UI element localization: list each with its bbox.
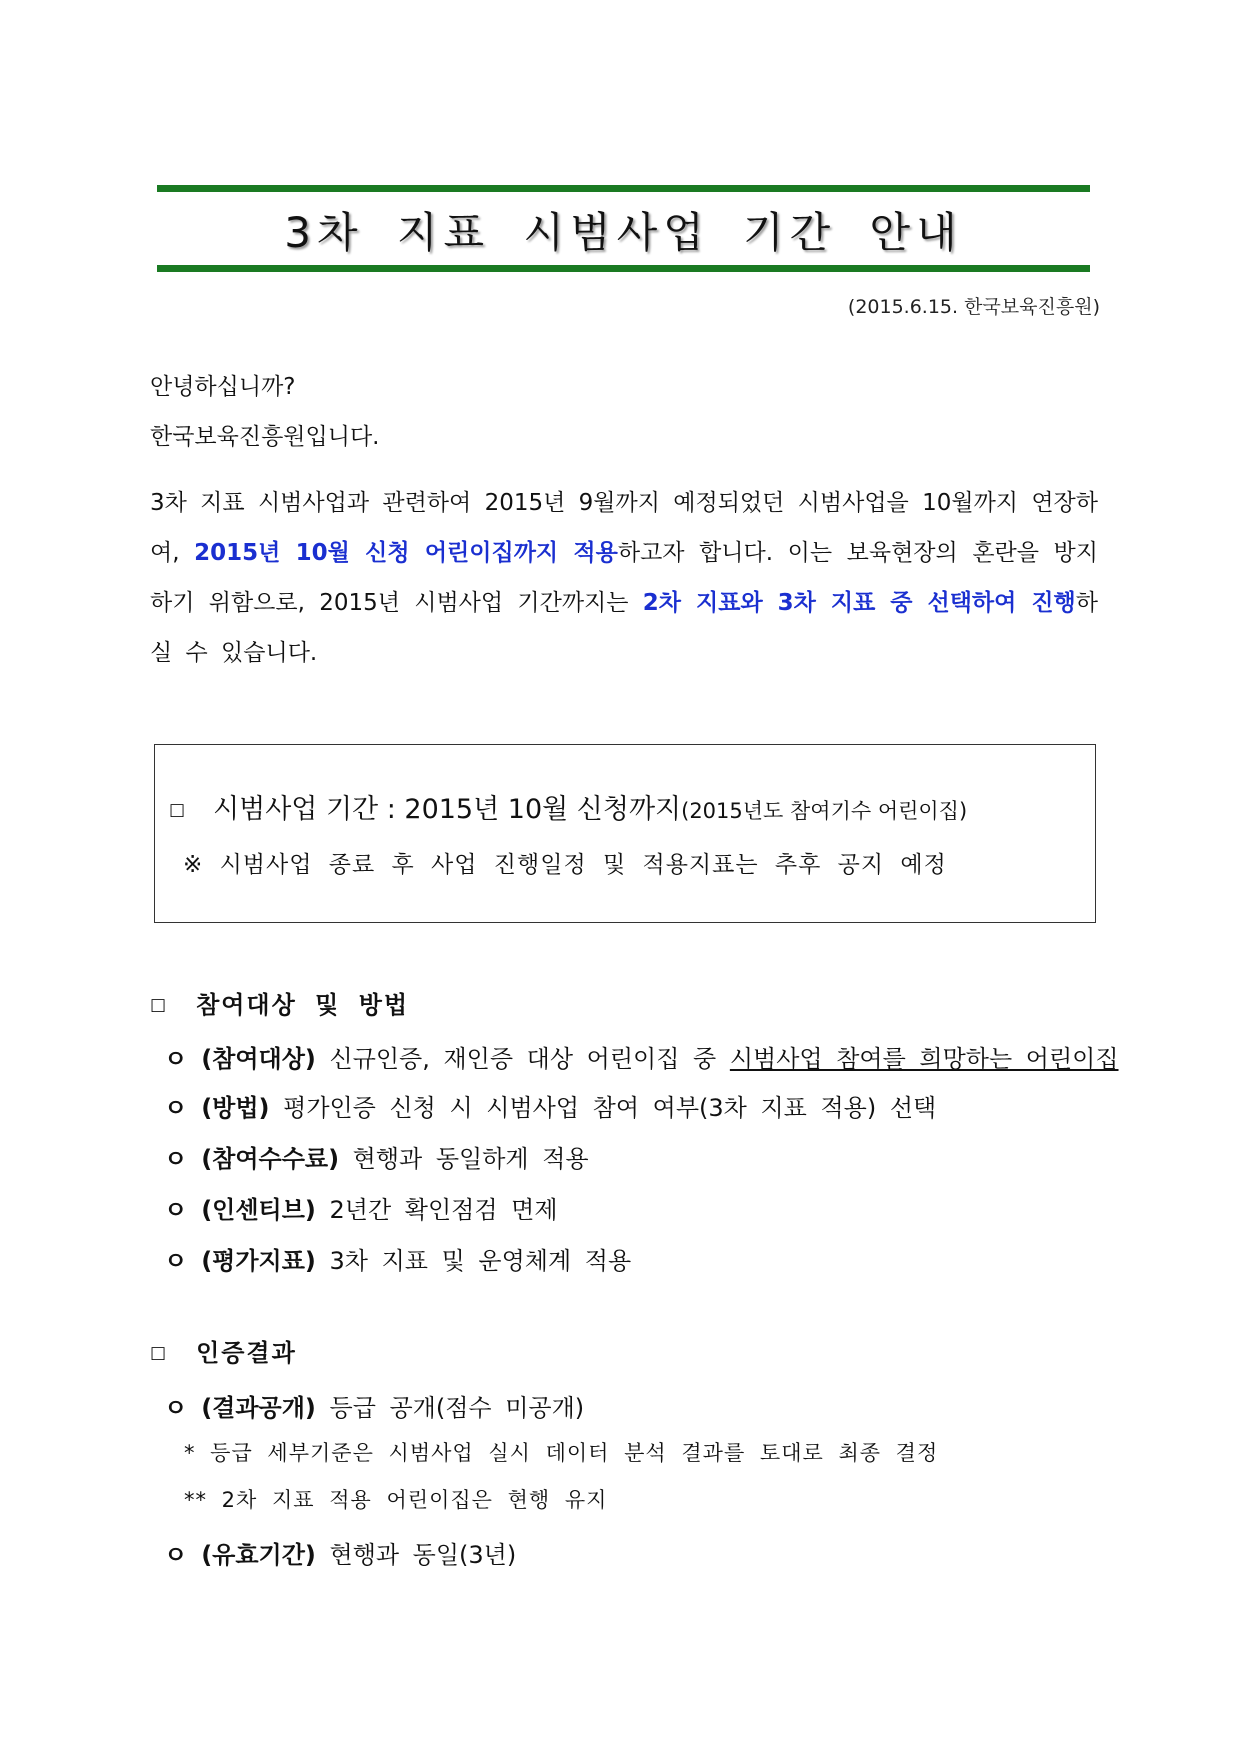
paragraph-text-2: 하고자 합니다. 이는 보육현장의 혼란을 방지하기 위함으로, 2015년 시범사업 기간까지는 (150, 540, 1098, 616)
item-text: 현행과 동일(3년) (315, 1541, 517, 1569)
highlight-apply-until: 2015년 10월 신청 어린이집까지 적용 (194, 540, 618, 566)
intro-paragraph (150, 478, 1098, 678)
square-bullet: □ (169, 800, 186, 820)
pilot-period-line (169, 787, 967, 826)
title-top-rule (157, 185, 1090, 192)
greeting-line-2: 한국보육진흥원입니다. (150, 424, 380, 450)
item-label: (참여수수료) (201, 1145, 340, 1173)
item-text: 신규인증, 재인증 대상 어린이집 중 (315, 1045, 730, 1073)
item-label: (인센티브) (201, 1196, 316, 1224)
item-label: (참여대상) (201, 1045, 316, 1073)
pilot-period-box (154, 744, 1096, 923)
title-bottom-rule (157, 265, 1090, 272)
section-participation-label: 참여대상 및 방법 (196, 991, 410, 1019)
section-result-label: 인증결과 (196, 1339, 297, 1367)
list-item (164, 1190, 558, 1225)
item-label: (결과공개) (201, 1394, 316, 1422)
item-text: 3차 지표 및 운영체계 적용 (315, 1247, 632, 1275)
circle-bullet: ㅇ (164, 1541, 188, 1569)
pilot-period-note: ※ 시범사업 종료 후 사업 진행일정 및 적용지표는 추후 공지 예정 (183, 852, 947, 878)
list-item (164, 1088, 936, 1123)
footnote: ** 2차 지표 적용 어린이집은 현행 유지 (184, 1488, 608, 1512)
list-item (164, 1139, 589, 1174)
circle-bullet: ㅇ (164, 1094, 188, 1122)
list-item (164, 1039, 1119, 1074)
circle-bullet: ㅇ (164, 1394, 188, 1422)
paragraph-text-3: 하실 수 있습니다. (150, 590, 1098, 666)
pilot-period-label: 시범사업 기간 : 2015년 10월 신청까지 (213, 794, 682, 825)
pilot-period-detail: (2015년도 참여기수 어린이집) (681, 799, 968, 823)
list-item (164, 1388, 584, 1423)
item-text: 2년간 확인점검 면제 (315, 1196, 558, 1224)
page-title: 3차 지표 시범사업 기간 안내 (284, 208, 963, 257)
section-result-title (150, 1333, 297, 1368)
circle-bullet: ㅇ (164, 1145, 188, 1173)
item-label: (평가지표) (201, 1247, 316, 1275)
circle-bullet: ㅇ (164, 1045, 188, 1073)
item-label: (방법) (201, 1094, 270, 1122)
circle-bullet: ㅇ (164, 1196, 188, 1224)
item-text: 평가인증 신청 시 시범사업 참여 여부(3차 지표 적용) 선택 (269, 1094, 937, 1122)
highlight-choose-indicator: 2차 지표와 3차 지표 중 선택하여 진행 (642, 590, 1076, 616)
footnote: * 등급 세부기준은 시범사업 실시 데이터 분석 결과를 토대로 최종 결정 (184, 1441, 939, 1465)
paragraph-text-1: 3차 지표 시범사업과 관련하여 2015년 9월까지 예정되었던 시범사업을 10월까지 연장하여, (150, 490, 1098, 566)
list-item (164, 1241, 631, 1276)
greeting-line-1: 안녕하십니까? (150, 374, 296, 400)
circle-bullet: ㅇ (164, 1247, 188, 1275)
list-item (164, 1535, 516, 1570)
item-label: (유효기간) (201, 1541, 316, 1569)
section-participation-title (150, 985, 409, 1020)
square-bullet: □ (150, 1343, 169, 1363)
item-underlined-text: 시범사업 참여를 희망하는 어린이집 (729, 1045, 1119, 1073)
item-text: 현행과 동일하게 적용 (339, 1145, 589, 1173)
item-text: 등급 공개(점수 미공개) (315, 1394, 585, 1422)
dateline: (2015.6.15. 한국보육진흥원) (847, 296, 1100, 318)
square-bullet: □ (150, 995, 169, 1015)
